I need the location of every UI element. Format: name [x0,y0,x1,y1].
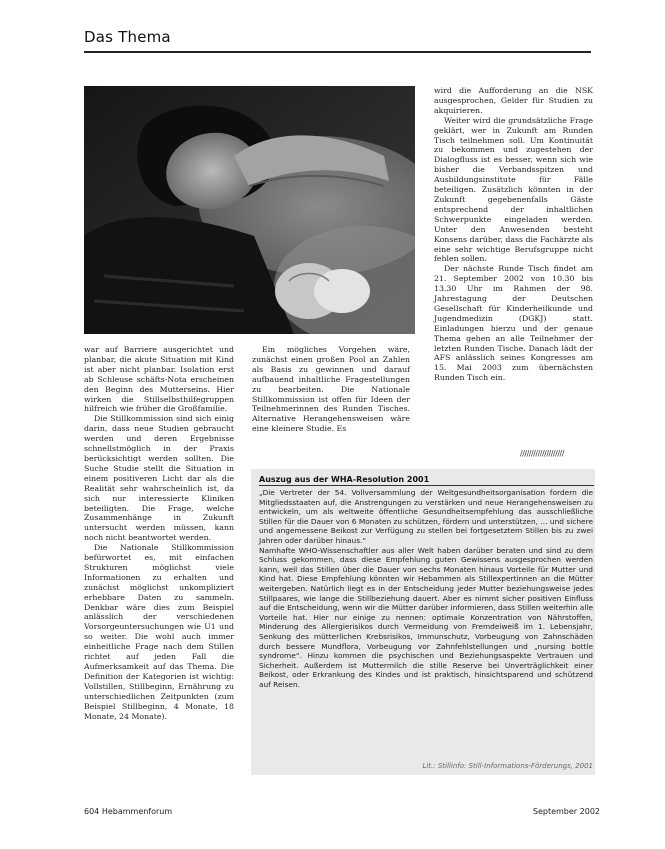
footer-date: September 2002 [532,807,600,816]
header-rule [84,51,591,53]
info-box-text [259,488,593,689]
paragraph: war auf Barriere ausgerichtet und planbar, die akute Situation mit Kind ist aber nicht planbar. Isolation erst ab Schleuse schäfts-Nota erscheinen den Beginn des Mutterseins. Hier wirken die Stillselbsthilfegruppen hilfreich wie früher die Großfamilie. [84,345,234,414]
photo-illustration [84,86,415,334]
paragraph: Der nächste Runde Tisch findet am 21. September 2002 von 10.30 bis 13.30 Uhr im Rahmen der 98. Jahrestagung der Deutschen Gesellschaft für Kinderheilkunde und Jugendmedizin (DGKJ) statt. Einladungen hierzu und der genaue Thema gehen an alle Teilnehmer der letzten Runden Tische. Danach lädt der AFS anlässlich seines Kongresses am 15. Mai 2003 zum übernächsten Runden Tisch ein. [434,264,593,383]
paragraph: Weiter wird die grundsätzliche Frage geklärt, wer in Zukunft am Runden Tisch teilnehmen soll. Um Kontinuität zu bekommen und zugestehen der Dialogfluss ist es besser, wenn sich wie bisher die Verbandsspitzen und Ausbildungsinstitute für Fälle beteiligen. Zusätzlich könnten in der Zukunft gegebenenfalls Gäste entsprechend der inhaltlichen Schwerpunkte eingeladen werden. Unter den Anwesenden besteht Konsens darüber, dass die Fachärzte als eine sehr wichtige Berufsgruppe nicht fehlen sollen. [434,115,593,264]
info-box-rule [259,485,594,486]
quote-paragraph: „Die Vertreter der 54. Vollversammlung der Weltgesundheitsorganisation fordern die Mitgliedsstaaten auf, die Anstrengungen zu verstärken und neue Herangehensweisen zu entwickeln, um als weltweite öffentliche Gesundheitsempfehlung das ausschließliche Stillen für die Dauer von 6 Monaten zu schützen, fördern und unterstützen, ... und sichere und angemessene Beikost zur Verfügung zu stellen bei fortgesetztem Stillen bis zu zwei Jahren oder darüber hinaus.“ [259,488,593,545]
section-title: Das Thema [84,28,171,46]
paragraph: Ein mögliches Vorgehen wäre, zunächst einen großen Pool an Zahlen als Basis zu gewinnen und darauf aufbauend inhaltliche Fragestellungen zu bearbeiten. Die Nationale Stillkommission ist offen für Ideen der Teilnehmerinnen des Runden Tisches. Alternative Herangehensweisen wäre eine kleinere Studie. Es [252,345,410,434]
paragraph: Namhafte WHO-Wissenschaftler aus aller Welt haben darüber beraten und sind zu dem Schluss gekommen, dass diese Empfehlung guten Gewissens ausgesprochen werden kann, weil das Stillen über die Dauer von sechs Monaten hinaus Vorteile für Mutter und Kind hat. Diese Empfehlung könnten wir Hebammen als Stillexpertinnen an die Mütter weitergeben. Natürlich liegt es in der Entscheidung jeder Mutter beziehungsweise jedes Stillpaares, wie lange die Stillbeziehung dauert. Aber es nimmt sicher positiven Einfluss auf die Entscheidung, wenn wir die Mütter darüber informieren, dass Stillen weiterhin alle Vorteile hat. Hier nur einige zu nennen: optimale Konzentration von Nährstoffen, Minderung des Allergierisikos durch Vermeidung von Fremdeiweiß im 1. Lebensjahr, Senkung des mütterlichen Krebsrisikos, Immunschutz, Vorbeugung von Zahnschäden durch bessere Mundflora, Vorbeugung vor Zahnfehlstellungen und „nursing bottle syndrome“. Hinzu kommen die psychischen und Beziehungsaspekte Vertrauen und Sicherheit. Außerdem ist Muttermilch die stille Reserve bei Unverträglichkeit einer Beikost, oder Erkrankung des Kindes und ist praktisch, hinsichtsparend und schützend auf Reisen. [259,545,593,689]
paragraph: Die Stillkommission sind sich einig darin, dass neue Studien gebraucht werden und deren Ergebnisse schnellstmöglich in der Praxis berücksichtigt werden sollten. Die Suche Studie stellt die Situation in einem positiveren Licht dar als die Realität sehr wahrscheinlich ist, da sich nur interessierte Kliniken beteiligten. Die Frage, welche Zusammenhänge in Zukunft untersucht werden müssen, kann noch nicht beantwortet werden. [84,414,234,543]
footer-page-number: 604 Hebammenforum [84,807,173,816]
paragraph: Die Nationale Stillkommission befürwortet es, mit einfachen Strukturen möglichst viele Informationen zu erhalten und zunächst möglichst unkompliziert erhebbare Daten zu sammeln. Denkbar wäre dies zum Beispiel anlässlich der verschiedenen Vorsorgeuntersuchungen wie U1 und so weiter. Die wohl auch immer einheitliche Frage nach dem Stillen richtet auf jeden Fall die Aufmerksamkeit auf das Thema. Die Definition der Kategorien ist wichtig: Vollstillen, Stillbeginn, Ernährung zu unterschiedlichen Zeitpunkten (zum Beispiel Stillbeginn, 4 Monate, 18 Monate, 24 Monate). [84,543,234,721]
paragraph: wird die Aufforderung an die NSK ausgesprochen, Gelder für Studien zu akquirieren. [434,86,593,115]
section-end-marker: //////////////////// [520,449,564,458]
text-column-middle [252,345,410,434]
photo-sleeping-mother-with-baby [84,86,415,334]
info-box-source: Lit.: Stillinfo: Still-Informations-Förderungs, 2001 [422,762,593,770]
text-column-left [84,345,234,721]
text-column-right [434,86,593,383]
info-box-title: Auszug aus der WHA-Resolution 2001 [259,475,430,484]
